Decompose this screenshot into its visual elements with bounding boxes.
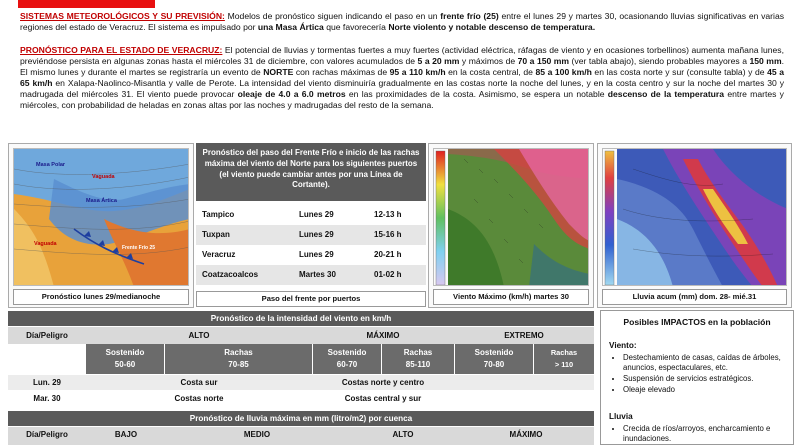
sostenido-label: Sostenido	[105, 348, 145, 357]
blank-cell	[8, 344, 86, 374]
list-item: • Destechamiento de casas, caídas de árboles, anuncios, espectaculares, etc.	[623, 353, 789, 373]
level-extremo: EXTREMO	[454, 327, 594, 344]
map-label-masa-artica: Masa Ártica	[86, 198, 117, 204]
alto-sostenido	[86, 344, 164, 374]
rain-accum-map-image	[603, 149, 787, 286]
text-bold: 95 a 110 km/h	[389, 67, 446, 77]
rain-col-day-peligro: Día/Peligro	[8, 427, 86, 445]
text-bold: NORTE	[263, 67, 294, 77]
row-lun-ext	[454, 375, 594, 390]
text: con rachas máximas de	[293, 67, 390, 77]
rachas-label: Rachas	[403, 348, 433, 357]
impacts-wind-list	[623, 353, 789, 396]
sostenido-label: Sostenido	[327, 348, 367, 357]
map-label-vaguada: Vaguada	[92, 174, 115, 180]
port-time: 15-16 h	[374, 230, 402, 239]
impacts-rain-label: Lluvia	[609, 412, 633, 421]
text: en la costa central, de	[445, 67, 536, 77]
text-bold: 45 a 65 km/h	[20, 67, 784, 88]
text-bold: oleaje de 4.0 a 6.0 metros	[237, 89, 346, 99]
list-item: • Suspensión de servicios estratégicos.	[623, 374, 789, 384]
text: en Xalapa-Naolinco-Misantla y valle de Perote. La intensidad del viento disminuiría gradualmente en las costas norte la noche del lunes, y en la costa centro y sur la noche del martes 30 y madrugada del miércoles 31. El viento puede provocar	[20, 78, 784, 99]
row-mar-alto: Costas norte	[86, 391, 312, 406]
text-bold: 70 a 150 mm	[517, 56, 570, 66]
port-day: Lunes 29	[299, 210, 334, 219]
rachas-label: Rachas	[550, 348, 578, 357]
text: (ver tabla abajo), siendo probables mayores a	[569, 56, 750, 66]
map-label-frente: Frente Frío 25	[122, 245, 156, 251]
max-sostenido	[313, 344, 381, 374]
front-passage-heading: Pronóstico del paso del Frente Frío e inicio de las rachas máxima del viento del Norte para los siguientes puertos (el viento puede cambiar antes por una Línea de Cortante).	[196, 143, 426, 201]
header-red-bar	[18, 0, 155, 8]
sostenido-value: 50-60	[114, 360, 136, 369]
max-wind-map-image	[434, 149, 589, 286]
port-day: Lunes 29	[299, 250, 334, 259]
rachas-value: 70-85	[228, 360, 249, 369]
port-time: 01-02 h	[374, 270, 402, 279]
text: y máximos de	[459, 56, 518, 66]
rachas-value: > 110	[554, 360, 574, 369]
row-day-mar: Mar. 30	[8, 391, 86, 406]
table-row	[196, 245, 426, 265]
text: . El mismo lunes y durante el martes se registraría un evento de	[20, 56, 784, 77]
front-passage-panel	[196, 143, 426, 308]
row-lun-max: Costas norte y centro	[312, 375, 454, 390]
text-bold: 150 mm	[749, 56, 782, 66]
rachas-value: 85-110	[405, 360, 431, 369]
alto-rachas	[165, 344, 312, 374]
text: entre el lunes 29 y martes 30, ocasionando lluvias significativas en varias regiones del estado de Veracruz. El sistema es impulsado por	[20, 11, 785, 32]
text: Modelos de pronóstico siguen indicando el paso en un	[224, 11, 441, 21]
port-time: 12-13 h	[374, 210, 402, 219]
table-row	[196, 205, 426, 225]
text-bold: 85 a 100 km/h	[535, 67, 592, 77]
rain-level-medio: MEDIO	[166, 427, 348, 445]
impacts-wind-label: Viento:	[609, 341, 637, 350]
list-item: • Oleaje elevado	[623, 385, 789, 395]
synoptic-map-caption: Pronóstico lunes 29/medianoche	[13, 289, 189, 305]
sostenido-value: 60-70	[336, 360, 358, 369]
text: entre martes y miércoles, con probabilidad de heladas en zonas altas por las noches y madrugadas del resto de la semana.	[20, 89, 784, 110]
forecast-heading: PRONÓSTICO PARA EL ESTADO DE VERACRUZ:	[20, 45, 223, 55]
text: en las costa norte y sur (consulte tabla) y de	[591, 67, 768, 77]
sostenido-label: Sostenido	[474, 348, 514, 357]
impacts-box	[600, 310, 794, 445]
text-bold: 5 a 20 mm	[417, 56, 460, 66]
synoptic-heading: SISTEMAS METEOROLÓGICOS Y SU PREVISIÓN:	[20, 11, 225, 21]
text: que favorecería	[323, 22, 389, 32]
ext-sostenido	[455, 344, 533, 374]
port-day: Martes 30	[299, 270, 336, 279]
level-maximo: MÁXIMO	[312, 327, 454, 344]
rachas-label: Rachas	[224, 348, 253, 357]
sostenido-value: 70-80	[483, 360, 505, 369]
port-day: Lunes 29	[299, 230, 334, 239]
list-item: • Crecida de ríos/arroyos, encharcamiento e inundaciones.	[623, 424, 789, 444]
rain-accum-panel	[597, 143, 792, 308]
rain-accum-caption: Lluvia acum (mm) dom. 28- mié.31	[602, 289, 787, 305]
synoptic-map-panel	[8, 143, 194, 308]
ext-rachas	[534, 344, 594, 374]
table-row	[196, 265, 426, 285]
row-lun-alto: Costa sur	[86, 375, 312, 390]
text-bold: una Masa Ártica	[257, 22, 324, 32]
port-name: Tampico	[202, 210, 235, 219]
impacts-title: Posibles IMPACTOS en la población	[623, 317, 771, 327]
map-label-vaguada-2: Vaguada	[34, 241, 57, 247]
wind-intensity-title: Pronóstico de la intensidad del viento en km/h	[8, 311, 594, 326]
text-bold: frente frío (25)	[440, 11, 499, 21]
rain-level-bajo: BAJO	[86, 427, 166, 445]
max-wind-caption: Viento Máximo (km/h) martes 30	[433, 289, 589, 305]
synoptic-paragraph	[20, 11, 784, 33]
rain-level-maximo: MÁXIMO	[458, 427, 594, 445]
front-passage-caption: Paso del frente por puertos	[196, 291, 426, 307]
port-name: Tuxpan	[202, 230, 230, 239]
max-rachas	[382, 344, 454, 374]
row-mar-max: Costas central y sur	[312, 391, 454, 406]
rain-accum-map	[602, 148, 787, 286]
max-wind-panel	[428, 143, 594, 308]
rain-level-alto: ALTO	[348, 427, 458, 445]
port-name: Coatzacoalcos	[202, 270, 259, 279]
impacts-rain-list	[623, 424, 789, 445]
level-alto: ALTO	[86, 327, 312, 344]
text-bold: descenso de la temperatura	[607, 89, 725, 99]
table-row	[196, 225, 426, 245]
max-wind-map	[433, 148, 589, 286]
rain-table-title: Pronóstico de lluvia máxima en mm (litro/m2) por cuenca	[8, 411, 594, 426]
text: en las proximidades de la costa. Asimismo, se espera un notable	[345, 89, 608, 99]
port-time: 20-21 h	[374, 250, 402, 259]
map-label-masa-polar: Masa Polar	[36, 162, 66, 168]
synoptic-map	[13, 148, 189, 286]
text-bold: Norte violento y notable descenso de temperatura.	[388, 22, 596, 32]
row-day-lun: Lun. 29	[8, 375, 86, 390]
forecast-paragraph	[20, 45, 784, 111]
synoptic-map-image	[14, 149, 189, 286]
col-day-peligro: Día/Peligro	[8, 327, 86, 344]
port-name: Veracruz	[202, 250, 236, 259]
text: El potencial de lluvias y tormentas fuertes a muy fuertes (actividad eléctrica, ráfagas de viento y en ocasiones torbellinos) aumenta mañana lunes, previéndose persista en algunas zonas hasta el miércoles 31 de diciembre, con valores acumulados de	[20, 45, 784, 66]
